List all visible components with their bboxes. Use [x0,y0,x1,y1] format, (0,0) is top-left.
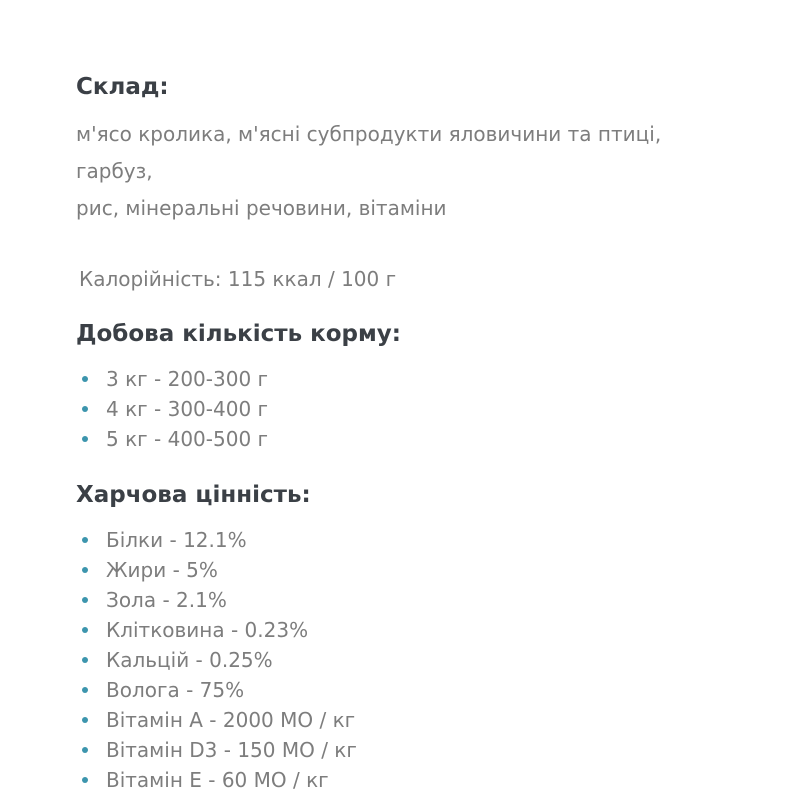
list-item [76,615,740,645]
nutrition-heading: Харчова цінність: [76,482,311,508]
list-item [76,424,740,454]
list-item-label: 5 кг - 400-500 г [106,427,269,451]
list-item [76,394,740,424]
list-item [76,364,740,394]
list-item-label: Кальцій - 0.25% [106,648,273,672]
list-item-label: Вітамін A - 2000 МО / кг [106,708,356,732]
list-item [76,735,740,765]
list-item-label: 3 кг - 200-300 г [106,367,269,391]
bullet-icon [82,406,88,412]
list-item [76,705,740,735]
bullet-icon [82,687,88,693]
composition-heading: Склад: [76,74,169,100]
list-item [76,765,740,795]
list-item-label: Вітамін D3 - 150 МО / кг [106,738,357,762]
list-item-label: Жири - 5% [106,558,218,582]
bullet-icon [82,567,88,573]
list-item [76,645,740,675]
bullet-icon [82,657,88,663]
bullet-icon [82,376,88,382]
list-item [76,555,740,585]
bullet-icon [82,747,88,753]
nutrition-list [76,525,740,795]
bullet-icon [82,597,88,603]
list-item-label: Білки - 12.1% [106,528,247,552]
list-item-label: Зола - 2.1% [106,588,227,612]
daily-amount-heading: Добова кількість корму: [76,321,401,347]
list-item-label: Волога - 75% [106,678,245,702]
list-item [76,675,740,705]
list-item-label: Вітамін E - 60 МО / кг [106,768,329,792]
calorie-info: Калорійність: 115 ккал / 100 г [79,267,397,291]
bullet-icon [82,717,88,723]
bullet-icon [82,537,88,543]
list-item [76,525,740,555]
composition-text-line: м'ясо кролика, м'ясні субпродукти яловичини та птиці, гарбуз, [76,122,662,183]
list-item-label: Клітковина - 0.23% [106,618,309,642]
list-item [76,585,740,615]
bullet-icon [82,627,88,633]
daily-amount-list [76,364,740,454]
bullet-icon [82,777,88,783]
composition-text [76,116,740,227]
list-item-label: 4 кг - 300-400 г [106,397,269,421]
composition-text-line: рис, мінеральні речовини, вітаміни [76,196,447,220]
bullet-icon [82,436,88,442]
